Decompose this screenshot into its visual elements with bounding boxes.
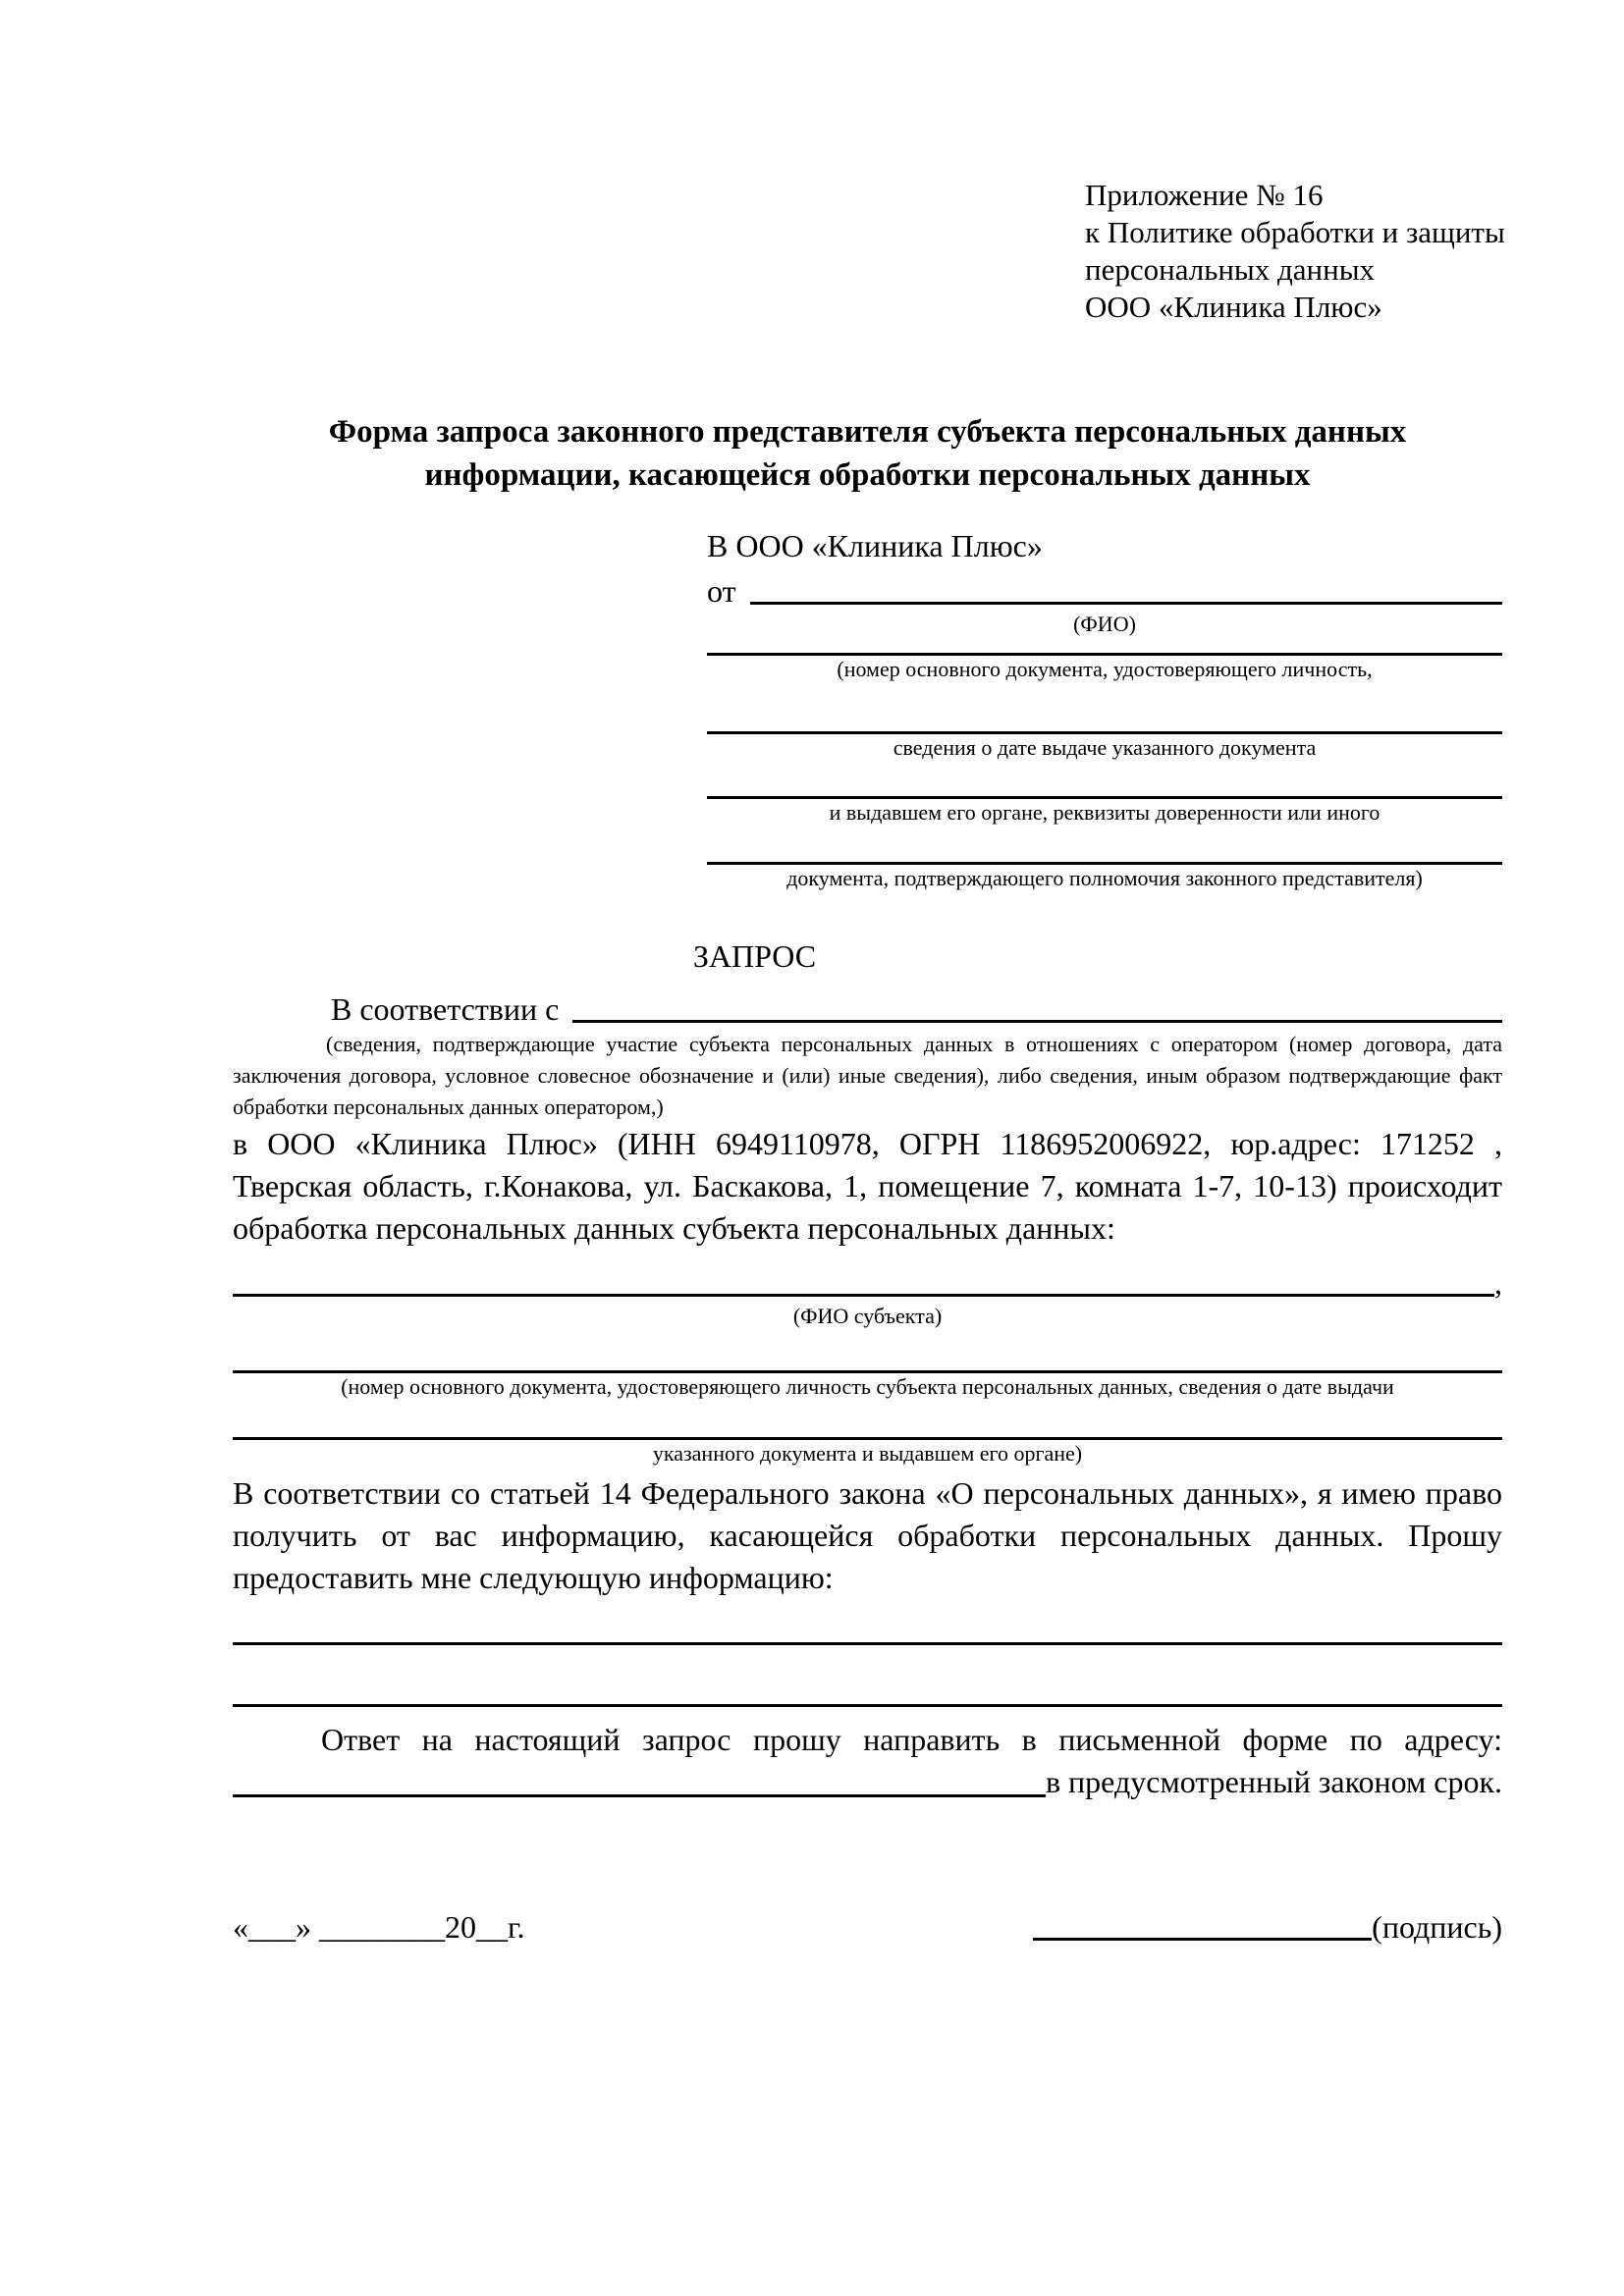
company-name: ООО «Клиника Плюс» [1085, 290, 1382, 324]
representative-doc-field-3 [707, 796, 1502, 826]
request-heading: ЗАПРОС [692, 938, 817, 974]
info-blank-line-2 [233, 1704, 1502, 1707]
subject-doc-field-1 [233, 1370, 1502, 1400]
appendix-header [1085, 177, 1505, 326]
subject-fio-caption: (ФИО субъекта) [792, 1304, 943, 1328]
accordance-label: В соответствии с [331, 991, 560, 1027]
fine-print-note: (сведения, подтверждающие участие субъекта персональных данных в отношениях с оператором (номер договора, дата заключения договора, условное словесное обозначение и (или) иные сведения), либо сведения, иным образом подтверждающие факт обработки персональных данных оператором,) [233, 1032, 1502, 1119]
accordance-blank-line [572, 1020, 1502, 1023]
fio-blank-line [750, 602, 1502, 605]
addressee-to: В ООО «Клиника Плюс» [707, 528, 1043, 563]
appendix-number: Приложение № 16 [1085, 178, 1324, 212]
form-title-line-1: Форма запроса законного представителя субъекта персональных данных [328, 414, 1407, 450]
answer-address-line: Ответ на настоящий запрос прошу направить в письменной форме по адресу: [321, 1722, 1502, 1757]
form-title [233, 410, 1502, 497]
signature-blank-line [1033, 1938, 1372, 1941]
answer-term-text: в предусмотренный законом срок. [1045, 1764, 1502, 1799]
subject-doc-field-2 [233, 1437, 1502, 1467]
footer-row [233, 1907, 1502, 1947]
representative-doc-field-4 [707, 862, 1502, 891]
doc-caption-1: (номер основного документа, удостоверяющего личность, [837, 657, 1373, 681]
operator-paragraph: в ООО «Клиника Плюс» (ИНН 6949110978, ОГРН 1186952006922, юр.адрес: 171252 , Тверская область, г.Конакова, ул. Баскакова, 1, помещение 7, комната 1-7, 10-13) происходит обработка персональных данных субъекта персональных данных: [233, 1126, 1502, 1246]
appendix-policy-line: к Политике обработки и защиты [1085, 215, 1505, 249]
representative-doc-field-1 [707, 653, 1502, 682]
representative-doc-field-2 [707, 731, 1502, 761]
doc-caption-3: и выдавшем его органе, реквизиты доверенности или иного [829, 800, 1380, 825]
from-label: от [707, 573, 736, 609]
date-blank-text: «___» ________20__г. [233, 1909, 525, 1945]
fio-caption: (ФИО) [1073, 612, 1136, 636]
doc-caption-2: сведения о дате выдаче указанного документа [893, 735, 1317, 760]
answer-address-blank-line [233, 1794, 1046, 1797]
subject-doc-caption-2: указанного документа и выдавшем его органе) [652, 1441, 1083, 1466]
doc-caption-4: документа, подтверждающего полномочия законного представителя) [786, 866, 1423, 890]
document-content [233, 0, 1505, 1947]
appendix-policy-line-2: персональных данных [1085, 252, 1376, 287]
subject-fio-comma: , [1494, 1265, 1502, 1301]
accordance-row [233, 989, 1502, 1029]
law-paragraph: В соответствии со статьей 14 Федерального закона «О персональных данных», я имею право получить от вас информацию, касающейся обработки персональных данных. Прошу предоставить мне следующую информацию: [233, 1475, 1502, 1595]
form-title-line-2: информации, касающейся обработки персональных данных [424, 457, 1311, 493]
subject-fio-row [233, 1263, 1502, 1303]
from-row [707, 571, 1502, 611]
subject-doc-caption-1: (номер основного документа, удостоверяющего личность субъекта персональных данных, сведения о дате выдачи [341, 1374, 1394, 1399]
info-blank-line-1 [233, 1642, 1502, 1645]
subject-fio-blank-line [233, 1294, 1494, 1297]
answer-term-row [233, 1761, 1502, 1803]
addressee-block [707, 526, 1502, 891]
signature-group [1033, 1907, 1502, 1947]
signature-caption: (подпись) [1372, 1909, 1502, 1945]
